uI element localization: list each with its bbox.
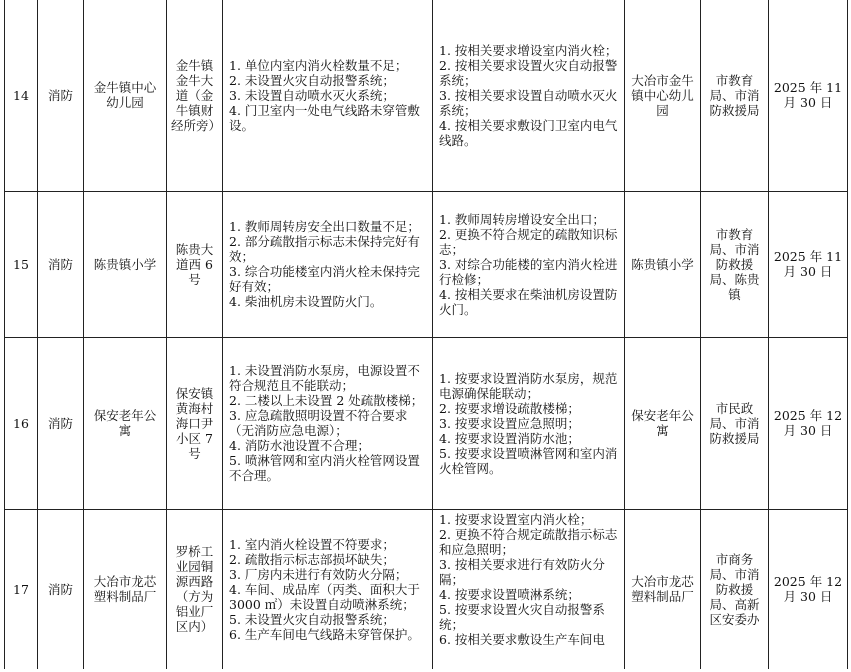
row-unit: 保安老年公寓: [84, 337, 167, 509]
row-problems: [223, 0, 433, 191]
row-measures: [433, 337, 625, 509]
row-index: 15: [5, 191, 38, 337]
row-unit: 陈贵镇小学: [84, 191, 167, 337]
problem-item: 4. 消防水池设置不合理；: [229, 438, 370, 453]
row-unit: 大冶市龙芯塑料制品厂: [84, 509, 167, 669]
measure-item: 3. 按要求设置应急照明；: [439, 415, 580, 431]
row-responsible-unit: 保安老年公寓: [625, 337, 701, 509]
row-address: 罗桥工业园铜源西路（方为铝业厂区内）: [167, 509, 223, 669]
problem-item: 4. 门卫室内一处电气线路未穿管敷设。: [229, 102, 420, 133]
problem-item: 1. 室内消火栓设置不符要求；: [229, 536, 395, 552]
row-unit: 金牛镇中心幼儿园: [84, 0, 167, 191]
row-category: 消防: [38, 0, 84, 191]
measure-item: 3. 对综合功能楼的室内消火栓进行检修；: [439, 256, 618, 287]
measure-item: 2. 按相关要求设置火灾自动报警系统；: [439, 57, 618, 88]
measure-item: 1. 按要求设置室内消火栓；: [439, 511, 593, 527]
problem-item: 6. 生产车间电气线路未穿管保护。: [229, 626, 420, 642]
problem-item: 2. 未设置火灾自动报警系统；: [229, 72, 395, 88]
problem-item: 5. 未设置火灾自动报警系统；: [229, 611, 395, 627]
row-category: 消防: [38, 191, 84, 337]
problem-item: 1. 教师周转房安全出口数量不足；: [229, 219, 420, 234]
row-deadline: 2025 年 11 月 30 日: [769, 191, 848, 337]
row-problems: [223, 509, 433, 669]
measure-item: 2. 更换不符合规定的疏散知识标志；: [439, 226, 618, 257]
problem-item: 2. 疏散指示标志部损坏缺失；: [229, 551, 395, 567]
row-supervisor: 市商务局、市消防救援局、高新区安委办: [701, 509, 769, 669]
problem-item: 1. 未设置消防水泵房，电源设置不符合规范且不能联动；: [229, 363, 420, 393]
measure-item: 4. 按相关要求敷设门卫室内电气线路。: [439, 117, 618, 148]
row-supervisor: 市教育局、市消防救援局: [701, 0, 769, 191]
measure-item: 1. 按要求设置消防水泵房，规范电源确保能联动；: [439, 370, 618, 401]
row-index: 17: [5, 509, 38, 669]
row-deadline: 2025 年 11 月 30 日: [769, 0, 848, 191]
hazard-rectification-table: [4, 0, 848, 669]
problem-item: 3. 综合功能楼室内消火栓未保持完好有效；: [229, 264, 420, 294]
measure-item: 5. 按要求设置喷淋管网和室内消火栓管网。: [439, 445, 618, 476]
measure-item: 1. 教师周转房增设安全出口；: [439, 211, 605, 227]
row-address: 金牛镇金牛大道（金牛镇财经所旁）: [167, 0, 223, 191]
problem-item: 3. 未设置自动喷水灭火系统；: [229, 87, 395, 103]
row-deadline: 2025 年 12 月 30 日: [769, 337, 848, 509]
row-index: 16: [5, 337, 38, 509]
measure-item: 6. 按相关要求敷设生产车间电: [439, 631, 605, 647]
table-row: [5, 191, 848, 337]
row-measures: [433, 191, 625, 337]
table-row: [5, 509, 848, 669]
measure-item: 3. 按相关要求进行有效防火分隔；: [439, 556, 605, 587]
problem-item: 1. 单位内室内消火栓数量不足；: [229, 57, 408, 73]
row-address: 陈贵大道西 6 号: [167, 191, 223, 337]
measure-item: 2. 更换不符合规定疏散指示标志和应急照明；: [439, 526, 618, 557]
row-supervisor: 市民政局、市消防救援局: [701, 337, 769, 509]
row-problems: [223, 337, 433, 509]
problem-item: 4. 车间、成品库（丙类、面积大于 3000 ㎡）未设置自动喷淋系统；: [229, 581, 420, 612]
row-responsible-unit: 陈贵镇小学: [625, 191, 701, 337]
measure-item: 1. 按相关要求增设室内消火栓；: [439, 42, 618, 58]
row-deadline: 2025 年 12 月 30 日: [769, 509, 848, 669]
measure-item: 2. 按要求增设疏散楼梯；: [439, 400, 580, 416]
measure-item: 4. 按要求设置喷淋系统；: [439, 586, 580, 602]
problem-item: 5. 喷淋管网和室内消火栓管网设置不合理。: [229, 453, 420, 483]
row-category: 消防: [38, 337, 84, 509]
problem-item: 2. 二楼以上未设置 2 处疏散楼梯；: [229, 393, 424, 408]
row-index: 14: [5, 0, 38, 191]
problem-item: 3. 应急疏散照明设置不符合要求（无消防应急电源）；: [229, 408, 408, 438]
row-problems: [223, 191, 433, 337]
row-address: 保安镇黄海村海口尹小区 7 号: [167, 337, 223, 509]
table-row: [5, 0, 848, 191]
table-row: [5, 337, 848, 509]
measure-item: 4. 按相关要求在柴油机房设置防火门。: [439, 286, 618, 317]
row-measures: [433, 509, 625, 669]
row-responsible-unit: 大冶市龙芯塑料制品厂: [625, 509, 701, 669]
row-measures: [433, 0, 625, 191]
problem-item: 4. 柴油机房未设置防火门。: [229, 294, 383, 309]
row-supervisor: 市教育局、市消防救援局、陈贵镇: [701, 191, 769, 337]
measure-item: 5. 按要求设置火灾自动报警系统；: [439, 601, 605, 632]
problem-item: 2. 部分疏散指示标志未保持完好有效；: [229, 234, 420, 264]
problem-item: 3. 厂房内未进行有效防火分隔；: [229, 566, 408, 582]
row-category: 消防: [38, 509, 84, 669]
measure-item: 3. 按相关要求设置自动喷水灭火系统；: [439, 87, 618, 118]
measure-item: 4. 按要求设置消防水池；: [439, 430, 580, 446]
row-responsible-unit: 大冶市金牛镇中心幼儿园: [625, 0, 701, 191]
